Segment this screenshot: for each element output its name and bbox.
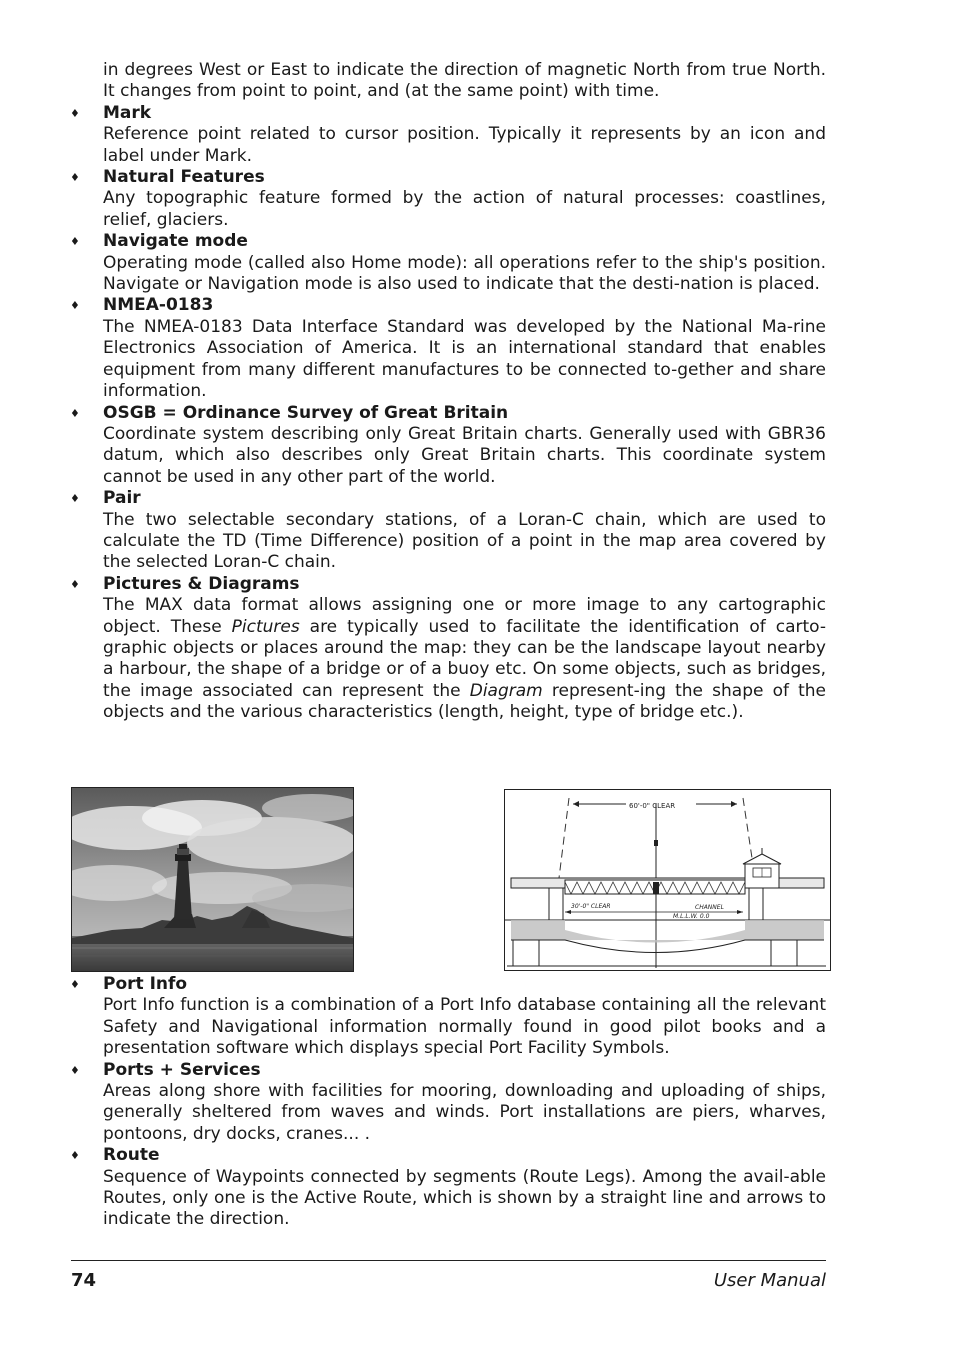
page-number: 74 bbox=[71, 1270, 97, 1291]
entry-definition: Reference point related to cursor position. Typically it represents by an icon and label under Mark. bbox=[103, 124, 826, 166]
entry-term: Port Info bbox=[103, 974, 188, 994]
entry-term: Natural Features bbox=[103, 167, 265, 188]
glossary-entry-ports-services bbox=[70, 1059, 826, 1146]
entry-term: Pair bbox=[103, 488, 141, 509]
entry-term: OSGB = Ordinance Survey of Great Britain bbox=[103, 402, 509, 423]
glossary-entry-osgb bbox=[70, 402, 826, 489]
bullet-icon: ♦ bbox=[70, 577, 80, 591]
entry-term: Navigate mode bbox=[103, 231, 248, 252]
top-clearance-label: 60'-0" CLEAR bbox=[629, 802, 676, 810]
emphasis-diagram: Diagram bbox=[469, 680, 543, 701]
datum-label: M.L.L.W. 0.0 bbox=[673, 913, 710, 920]
entry-definition: The NMEA-0183 Data Interface Standard was developed by the National Ma-rine Electronics Association of America. It is an international standard that enables equipment from many different manufactures to be connected to-gether and share information. bbox=[103, 316, 826, 402]
lighthouse-photo bbox=[71, 787, 354, 972]
bullet-icon: ♦ bbox=[70, 171, 80, 185]
entry-term: Ports + Services bbox=[103, 1059, 261, 1080]
glossary-entry-port-info bbox=[70, 974, 826, 1060]
entry-definition: Port Info function is a combination of a Port Info database containing all the relevant Safety and Navigational information normally found in good pilot books and a presentation software which displays special Port Facility Symbols. bbox=[103, 995, 826, 1059]
definition-text: The MAX data format allows assigning one or more image to any cartographic object. These bbox=[103, 595, 826, 637]
bridge-diagram bbox=[504, 789, 831, 971]
glossary-entry-pair bbox=[70, 488, 826, 574]
entry-term: Mark bbox=[103, 102, 152, 123]
entry-term: Route bbox=[103, 1145, 160, 1166]
bullet-icon: ♦ bbox=[70, 1063, 80, 1077]
entry-definition: Areas along shore with facilities for mooring, downloading and uploading of ships, generally sheltered from waves and winds. Port installations are piers, wharves, pontoons, dry docks, cranes... . bbox=[103, 1081, 826, 1144]
channel-label: CHANNEL bbox=[695, 904, 724, 911]
intro-paragraph: in degrees West or East to indicate the direction of magnetic North from true North. It changes from point to point, and (at the same point) with time. bbox=[103, 60, 826, 102]
bullet-icon: ♦ bbox=[70, 235, 80, 249]
bullet-icon: ♦ bbox=[70, 978, 80, 991]
bullet-icon: ♦ bbox=[70, 1149, 80, 1163]
bullet-icon: ♦ bbox=[70, 106, 80, 120]
entry-term: NMEA-0183 bbox=[103, 295, 214, 316]
bullet-icon: ♦ bbox=[70, 406, 80, 420]
entry-definition bbox=[103, 595, 826, 723]
glossary-entry-navigate-mode bbox=[70, 231, 826, 295]
footer-title: User Manual bbox=[713, 1270, 826, 1291]
entry-definition: The two selectable secondary stations, of a Loran-C chain, which are used to calculate the TD (Time Difference) position of a point in the map area covered by the selected Loran-C chain. bbox=[103, 509, 826, 573]
entry-definition: Sequence of Waypoints connected by segments (Route Legs). Among the avail-able Routes, only one is the Active Route, which is shown by a straight line and arrows to indicate the direction. bbox=[103, 1166, 826, 1230]
definition-text: are typically used to facilitate the identification of carto-graphic objects or places around the map: they can be the landscape layout nearby a harbour, the shape of a bridge or of a buoy etc. On some objects, such as bridges, the image associated can represent the bbox=[103, 616, 826, 701]
bullet-icon: ♦ bbox=[70, 299, 80, 313]
glossary-entry-route bbox=[70, 1145, 826, 1231]
emphasis-pictures: Pictures bbox=[231, 616, 300, 637]
glossary-bottom bbox=[70, 974, 826, 1231]
bullet-icon: ♦ bbox=[70, 492, 80, 506]
glossary-entry-mark bbox=[70, 102, 826, 167]
entry-definition: Coordinate system describing only Great Britain charts. Generally used with GBR36 datum, which also describes only Great Britain charts. This coordinate system cannot be used in any other part of the world. bbox=[103, 423, 826, 487]
entry-definition: Any topographic feature formed by the action of natural processes: coastlines, relief, glaciers. bbox=[103, 188, 826, 230]
glossary-top bbox=[70, 60, 827, 724]
footer-divider bbox=[71, 1260, 826, 1261]
entry-term: Pictures & Diagrams bbox=[103, 573, 300, 594]
glossary-entry-natural-features bbox=[70, 167, 826, 231]
glossary-entry-nmea bbox=[70, 295, 826, 402]
under-clearance-label: 30'-0" CLEAR bbox=[571, 903, 611, 910]
glossary-entry-pictures-diagrams bbox=[70, 573, 827, 724]
entry-definition: Operating mode (called also Home mode): all operations refer to the ship's position. Navigate or Navigation mode is also used to indicate that the desti-nation is placed. bbox=[103, 252, 826, 295]
definition-text: represent-ing the shape of the objects and the various characteristics (length, height, type of bridge etc.). bbox=[103, 680, 827, 723]
